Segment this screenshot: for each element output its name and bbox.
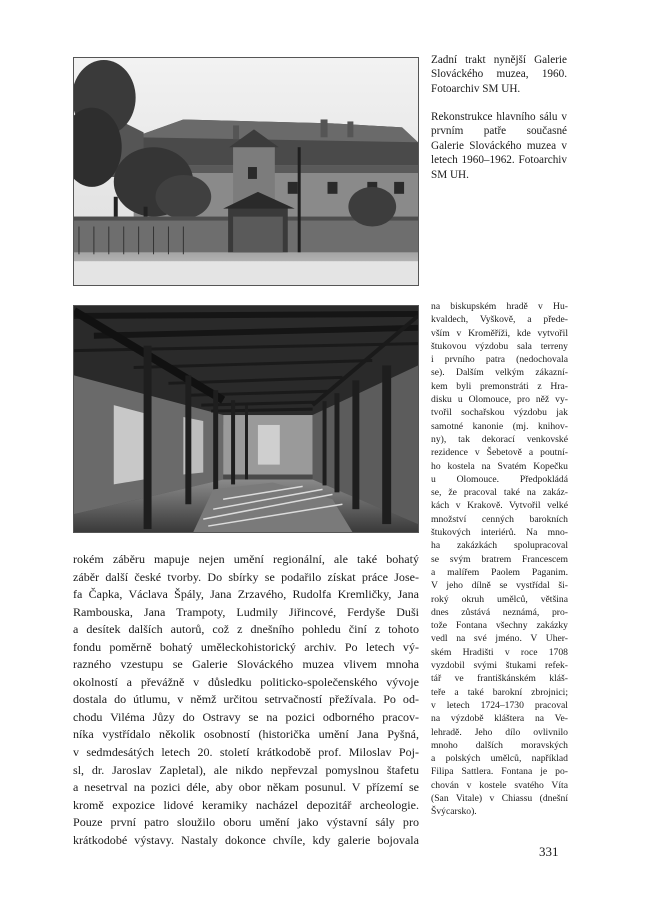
side-column-line: teře a také barokní zbrojnici; xyxy=(431,686,568,698)
side-column-line: lehradě. Jeho dílo ovlivnilo xyxy=(431,726,568,738)
page-number: 331 xyxy=(539,844,559,859)
side-column-line: V jeho dílně se vystřídal ši- xyxy=(431,580,568,592)
main-column-line: rokém záběru mapuje nejen umění regionální, ale také bohatý xyxy=(73,552,419,566)
side-column-line: v letech 1724–1730 pracoval xyxy=(431,699,568,711)
side-column-line: kem byli premonstráti z Hra- xyxy=(431,380,568,392)
main-column-line: níka vystřídalo několik osobností (historička umění Jana Pyšná, xyxy=(73,727,419,742)
side-column-line: Filipa Sattlera. Fontana je po- xyxy=(431,766,568,778)
side-column-line: u Olomouce. Předpokládá xyxy=(431,473,568,485)
main-column-line: Rambouska, Jana Trampoty, Ludmily Jiřincové, Ferdyše Duši xyxy=(73,604,419,619)
main-column-line: a nesetrval na pozici déle, aby obor někam posunul. V přízemí se xyxy=(73,780,419,795)
side-column-line: samotné kanonie (mj. knihov- xyxy=(431,420,568,432)
side-column-line: tář ve františkánském kláš- xyxy=(431,673,568,685)
main-column-line: kromě expozice lidové keramiky nacházel depozitář archeologie. xyxy=(73,797,419,812)
side-column-line: se, že pracoval také na zakáz- xyxy=(431,487,568,499)
side-column-line: štukovou výzdobu sala terreny xyxy=(431,340,568,352)
side-column-line: na biskupském hradě v Hu- xyxy=(431,301,568,312)
side-column-line: vším v Kroměříži, kde vytvořil xyxy=(431,327,568,339)
side-column-line: ském Hradišti v roce 1708 xyxy=(431,646,568,658)
main-column-line: krátkodobé výstavy. Nastaly dokonce chvíle, kdy galerie bojovala xyxy=(73,832,419,847)
side-column-line: rezidence v Šebetově a poutní- xyxy=(431,447,568,459)
side-column-line: kvaldech, Vyškově, a přede- xyxy=(431,314,568,326)
side-column-line: tože Fontana všechny zakázky xyxy=(431,620,568,632)
side-column-line: mnoho dalších moravských xyxy=(431,739,568,751)
side-column-line: roký okruh umělců, většina xyxy=(431,593,568,605)
side-column-line: vyzdobil svými štukami refek- xyxy=(431,660,568,672)
main-column-line: a desítek dalších autorů, což z dnešního pohledu činí z tohoto xyxy=(73,622,419,637)
side-column-line: kách v Krakově. Vytvořil velké xyxy=(431,500,568,512)
side-column-text xyxy=(431,300,568,819)
side-column-line: tvořil sochařskou výzdobu jak xyxy=(431,407,568,419)
side-column-line: množství cenných barokních xyxy=(431,513,568,525)
main-column-line: chodu Viléma Jůzy do Ostravy se na pozici odborného pracov- xyxy=(73,709,419,724)
side-column-line: na výzdobě kláštera na Ve- xyxy=(431,713,568,725)
main-column-line: okolností a převážně v důsledku politicko-společenského vývoje xyxy=(73,674,419,689)
main-column-line: v sedmdesátých letech 20. století krátkodobě prof. Miloslav Poj- xyxy=(73,745,419,760)
caption-hall-reconstruction: Rekonstrukce hlavního sálu v prvním patře současné Galerie Slováckého muzea v letech 1960–1962. Fotoarchiv SM UH. xyxy=(431,111,567,181)
side-column-line: se svým bratrem Francescem xyxy=(431,553,568,565)
side-column-line: a malířem Paolem Paganim. xyxy=(431,566,568,578)
photo-rear-wing-gallery xyxy=(73,57,419,286)
side-column-line: vedl na své jméno. V Uher- xyxy=(431,633,568,645)
side-column-line: chován v kostele svatého Víta xyxy=(431,779,568,791)
side-column-line: štukových interiérů. Na mno- xyxy=(431,527,568,539)
main-column-line: dostala do útlumu, v němž určitou setrvačností přežívala. Po od- xyxy=(73,692,419,707)
main-column-line: fondu poměrně bohatý uměleckohistorický archiv. Po letech vý- xyxy=(73,639,419,654)
main-column-text xyxy=(73,551,419,849)
main-column-line: sl, dr. Jaroslav Zapletal), ale nikdo nepřevzal pomyslnou štafetu xyxy=(73,762,419,777)
photo-hall-reconstruction xyxy=(73,305,419,533)
main-column-line: fa Čapka, Václava Špály, Jana Zrzavého, Rudolfa Kremličky, Jana xyxy=(73,587,419,602)
main-column-line: razného vzestupu se Galerie Slováckého muzea vlivem mnoha xyxy=(73,657,419,672)
side-column-line: disku u Olomouce, pro něž vy- xyxy=(431,394,568,406)
side-column-line: ha zakázkách spolupracoval xyxy=(431,540,568,552)
side-column-line: ho kostela na Svatém Kopečku xyxy=(431,460,568,472)
side-column-line: ny), tak dekorací venkovské xyxy=(431,433,568,445)
main-column-line: Pouze první patro sloužilo oboru umění jako výstavní sály pro xyxy=(73,815,419,830)
caption-rear-wing: Zadní trakt nynější Galerie Slováckého muzea, 1960. Fotoarchiv SM UH. xyxy=(431,54,567,95)
main-column-line: záběr další české tvorby. Do sbírky se podařilo získat práce Jose- xyxy=(73,569,419,584)
side-column-line: Švýcarsko). xyxy=(431,806,477,818)
side-column-line: i prvního patra (nedochovala xyxy=(431,354,568,366)
side-column-line: a polských umělců, například xyxy=(431,753,568,765)
side-column-line: se). Dalším velkým zákazní- xyxy=(431,367,568,379)
side-column-line: dnes zůstává neznámá, pro- xyxy=(431,606,568,618)
side-column-line: (San Vitale) v Chiassu (dnešní xyxy=(431,792,568,804)
